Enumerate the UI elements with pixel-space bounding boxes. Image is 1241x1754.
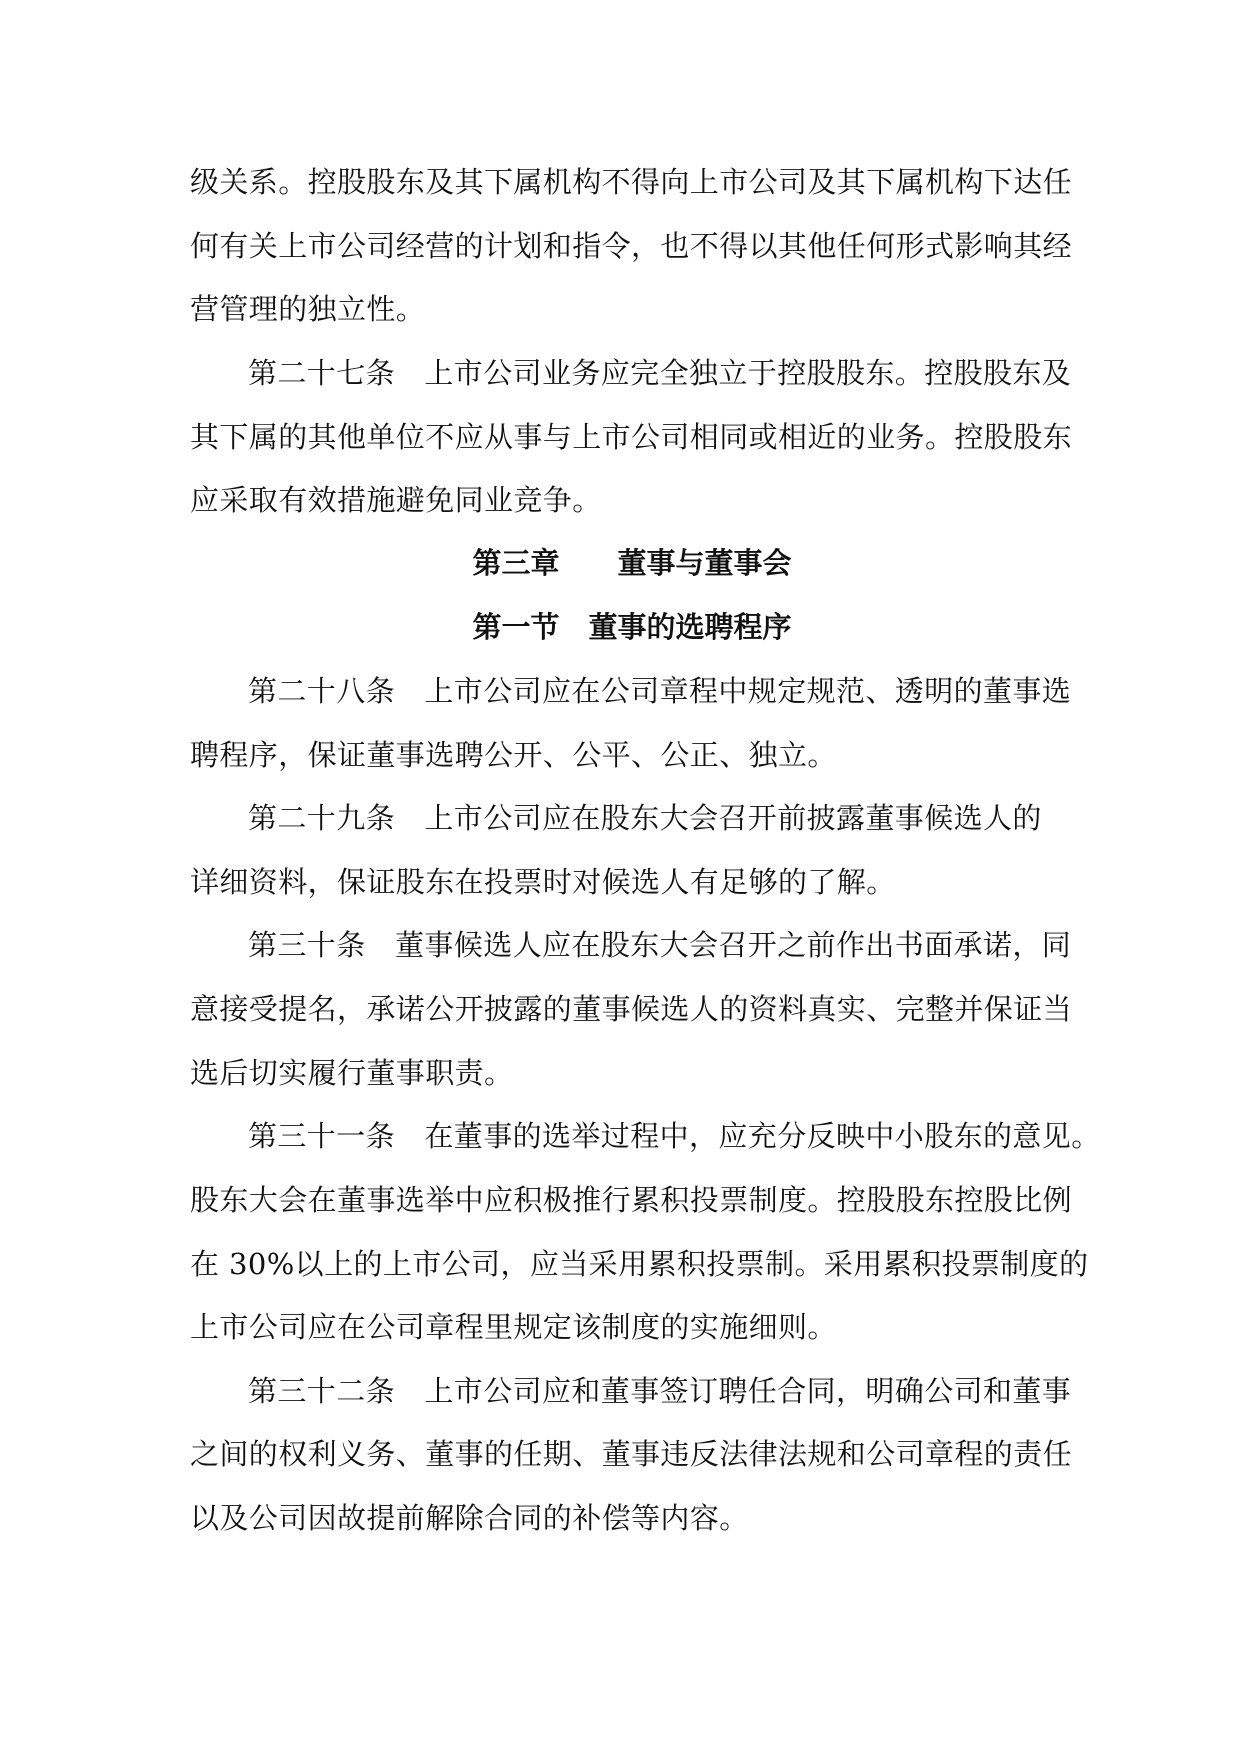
article-32-line: 之间的权利义务、董事的任期、董事违反法律法规和公司章程的责任	[190, 1437, 1073, 1471]
article-30-line: 选后切实履行董事职责。	[190, 1056, 514, 1090]
article-28-line: 第二十八条 上市公司应在公司章程中规定规范、透明的董事选	[248, 674, 1072, 708]
chapter-heading: 第三章 董事与董事会	[472, 546, 792, 580]
paragraph-line: 何有关上市公司经营的计划和指令，也不得以其他任何形式影响其经	[190, 229, 1073, 263]
article-31-line: 在 30%以上的上市公司，应当采用累积投票制。采用累积投票制度的	[190, 1247, 1089, 1281]
article-31-line: 股东大会在董事选举中应积极推行累积投票制度。控股股东控股比例	[190, 1183, 1073, 1217]
article-28-line: 聘程序，保证董事选聘公开、公平、公正、独立。	[190, 738, 837, 772]
article-32-line: 以及公司因故提前解除合同的补偿等内容。	[190, 1501, 749, 1535]
article-27-line: 应采取有效措施避免同业竞争。	[190, 483, 602, 517]
article-30-line: 第三十条 董事候选人应在股东大会召开之前作出书面承诺，同	[248, 928, 1072, 962]
article-31-line: 第三十一条 在董事的选举过程中，应充分反映中小股东的意见。	[248, 1119, 1101, 1153]
paragraph-line: 营管理的独立性。	[190, 292, 426, 326]
article-27-line: 第二十七条 上市公司业务应完全独立于控股股东。控股股东及	[248, 356, 1072, 390]
paragraph-line: 级关系。控股股东及其下属机构不得向上市公司及其下属机构下达任	[190, 165, 1073, 199]
article-30-line: 意接受提名，承诺公开披露的董事候选人的资料真实、完整并保证当	[190, 992, 1073, 1026]
article-29-line: 第二十九条 上市公司应在股东大会召开前披露董事候选人的	[248, 801, 1042, 835]
section-heading: 第一节 董事的选聘程序	[472, 610, 792, 644]
article-29-line: 详细资料，保证股东在投票时对候选人有足够的了解。	[190, 865, 896, 899]
article-32-line: 第三十二条 上市公司应和董事签订聘任合同，明确公司和董事	[248, 1374, 1072, 1408]
article-27-line: 其下属的其他单位不应从事与上市公司相同或相近的业务。控股股东	[190, 420, 1073, 454]
article-31-line: 上市公司应在公司章程里规定该制度的实施细则。	[190, 1310, 837, 1344]
